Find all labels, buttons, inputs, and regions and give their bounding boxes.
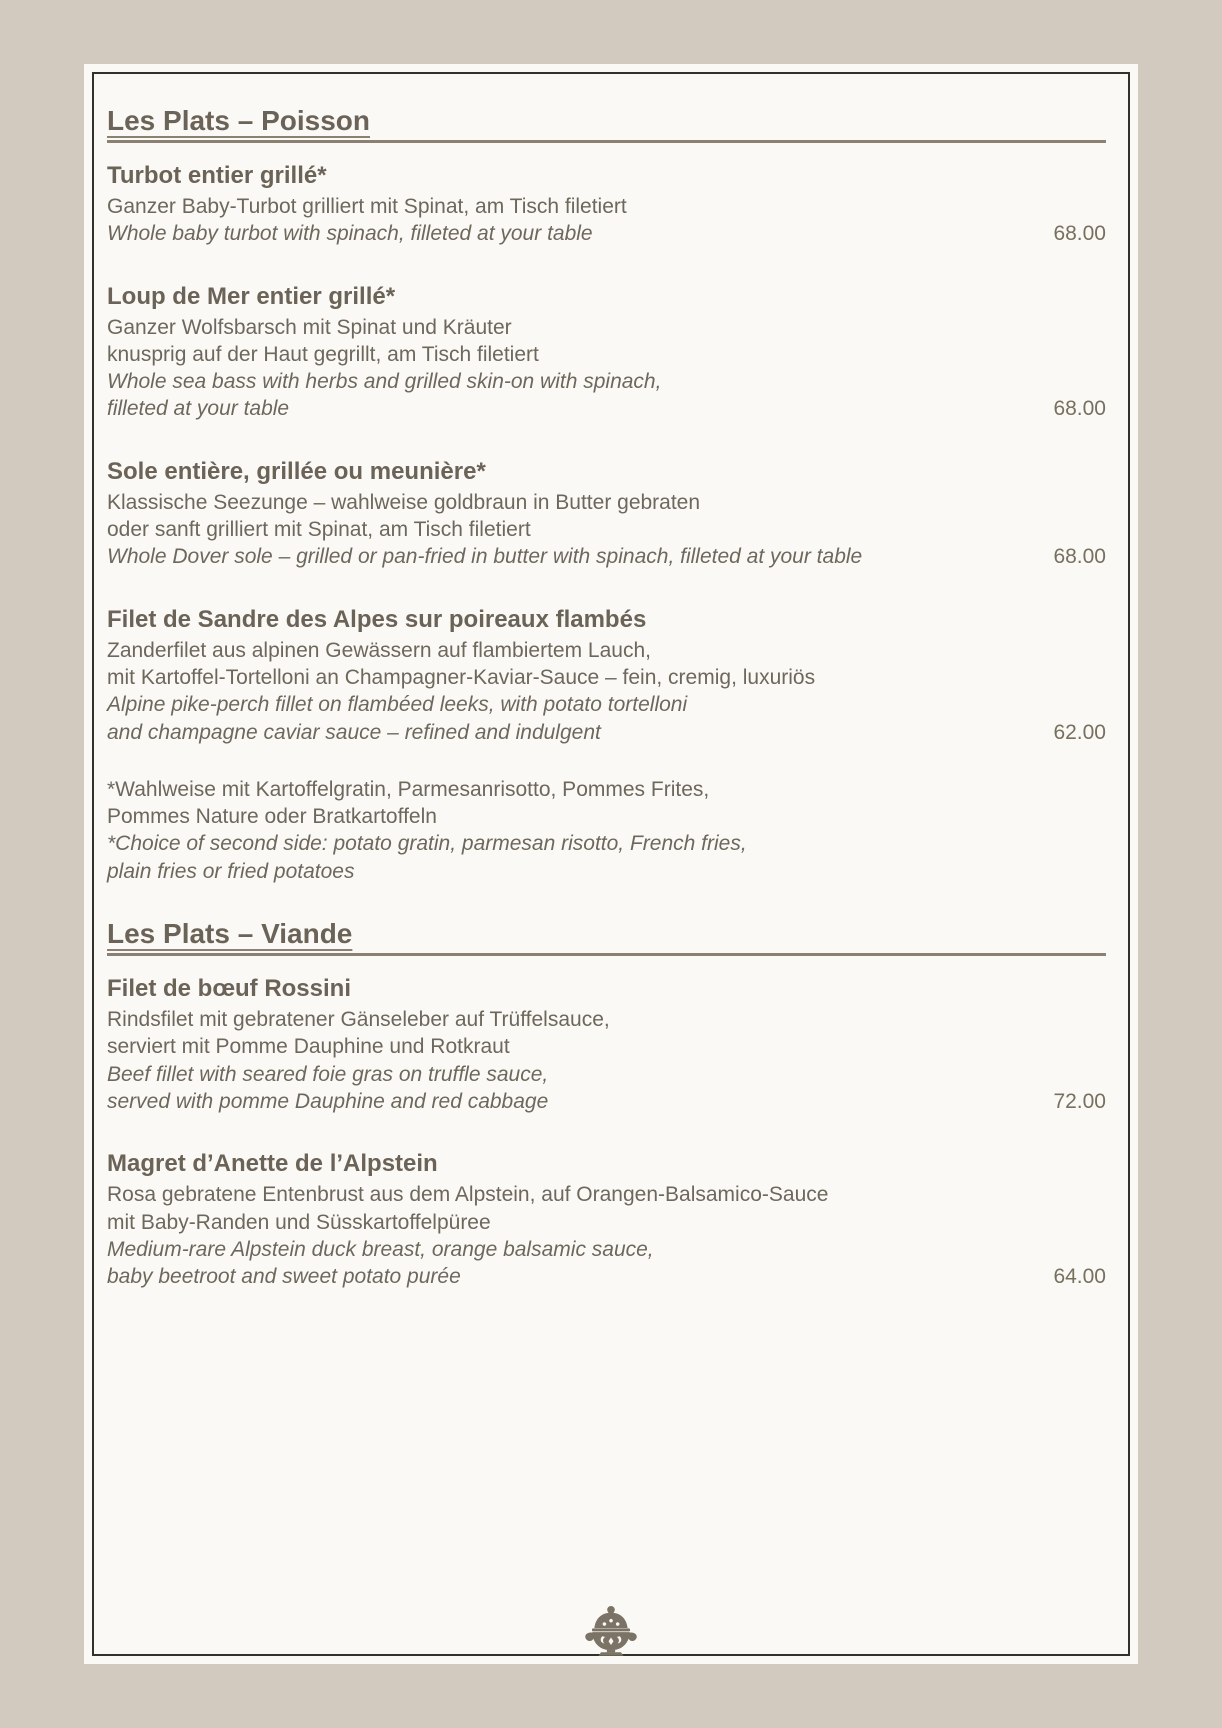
dish-name: Sole entière, grillée ou meunière*: [107, 457, 486, 485]
dish-description-de: Klassische Seezunge – wahlweise goldbraun in Butter gebraten: [107, 490, 701, 514]
dish-description-en: Whole baby turbot with spinach, filleted at your table: [107, 222, 593, 246]
dish-description-en: and champagne caviar sauce – refined and indulgent: [107, 720, 601, 744]
menu-item-sole: [107, 457, 1106, 571]
section-title-viande: [107, 917, 1106, 956]
dish-price: 68.00: [1053, 397, 1106, 421]
menu-item-sandre: [107, 605, 1106, 746]
dish-price: 68.00: [1053, 222, 1106, 246]
dish-description-en: Alpine pike-perch fillet on flambéed leeks, with potato tortelloni: [107, 693, 688, 717]
note-line-de: *Wahlweise mit Kartoffelgratin, Parmesanrisotto, Pommes Frites,: [107, 777, 710, 801]
price-row: [107, 395, 1106, 422]
dish-price: 72.00: [1053, 1089, 1106, 1113]
price-row: [107, 719, 1106, 746]
dish-description-de: serviert mit Pomme Dauphine und Rotkraut: [107, 1035, 510, 1059]
dish-description-de: Ganzer Baby-Turbot grilliert mit Spinat, am Tisch filetiert: [107, 195, 627, 218]
dish-description-en: Beef fillet with seared foie gras on truffle sauce,: [107, 1062, 549, 1086]
dish-name: Filet de bœuf Rossini: [107, 975, 351, 1003]
tureen-icon: [582, 1602, 640, 1659]
dish-price: 62.00: [1053, 720, 1106, 744]
dish-description-en: baby beetroot and sweet potato purée: [107, 1265, 461, 1289]
dish-name: Magret d’Anette de l’Alpstein: [107, 1150, 438, 1178]
section-title-poisson: [107, 104, 1106, 143]
dish-description-de: mit Kartoffel-Tortelloni an Champagner-Kaviar-Sauce – fein, cremig, luxuriös: [107, 665, 816, 689]
dish-description-en: filleted at your table: [107, 397, 290, 421]
dish-description-de: knusprig auf der Haut gegrillt, am Tisch filetiert: [107, 342, 539, 366]
price-row: [107, 220, 1106, 247]
price-row: [107, 1088, 1106, 1115]
dish-description-de: Rindsfilet mit gebratener Gänseleber auf Trüffelsauce,: [107, 1008, 610, 1032]
menu-item-turbot: [107, 161, 1106, 248]
menu-item-magret: [107, 1149, 1106, 1290]
dish-description-de: Zanderfilet aus alpinen Gewässern auf flambiertem Lauch,: [107, 638, 651, 662]
menu-item-loup-de-mer: [107, 282, 1106, 423]
note-line-de: Pommes Nature oder Bratkartoffeln: [107, 805, 437, 829]
dish-description-de: oder sanft grilliert mit Spinat, am Tisch filetiert: [107, 518, 531, 542]
dish-description-en: Medium-rare Alpstein duck breast, orange balsamic sauce,: [107, 1237, 654, 1261]
dish-description-en: Whole Dover sole – grilled or pan-fried in butter with spinach, filleted at your table: [107, 545, 863, 569]
note-line-en: plain fries or fried potatoes: [107, 859, 355, 883]
dish-description-en: served with pomme Dauphine and red cabbage: [107, 1089, 549, 1113]
dish-price: 64.00: [1053, 1265, 1106, 1289]
menu-content: [107, 104, 1106, 1644]
note-line-en: *Choice of second side: potato gratin, parmesan risotto, French fries,: [107, 832, 747, 856]
dish-description-de: Ganzer Wolfsbarsch mit Spinat und Kräuter: [107, 315, 512, 339]
dish-description-de: mit Baby-Randen und Süsskartoffelpüree: [107, 1210, 491, 1234]
dish-price: 68.00: [1053, 545, 1106, 569]
price-row: [107, 543, 1106, 570]
menu-item-boeuf-rossini: [107, 974, 1106, 1115]
dish-name: Filet de Sandre des Alpes sur poireaux flambés: [107, 605, 647, 633]
section-title-text: Les Plats – Poisson: [107, 105, 370, 136]
sides-note: [107, 776, 1106, 885]
dish-name: Loup de Mer entier grillé*: [107, 282, 396, 310]
dish-description-en: Whole sea bass with herbs and grilled skin-on with spinach,: [107, 370, 662, 394]
section-title-text: Les Plats – Viande: [107, 918, 353, 950]
price-row: [107, 1263, 1106, 1290]
dish-description-de: Rosa gebratene Entenbrust aus dem Alpstein, auf Orangen-Balsamico-Sauce: [107, 1183, 829, 1207]
dish-name: Turbot entier grillé*: [107, 162, 327, 189]
menu-page: [84, 64, 1138, 1664]
